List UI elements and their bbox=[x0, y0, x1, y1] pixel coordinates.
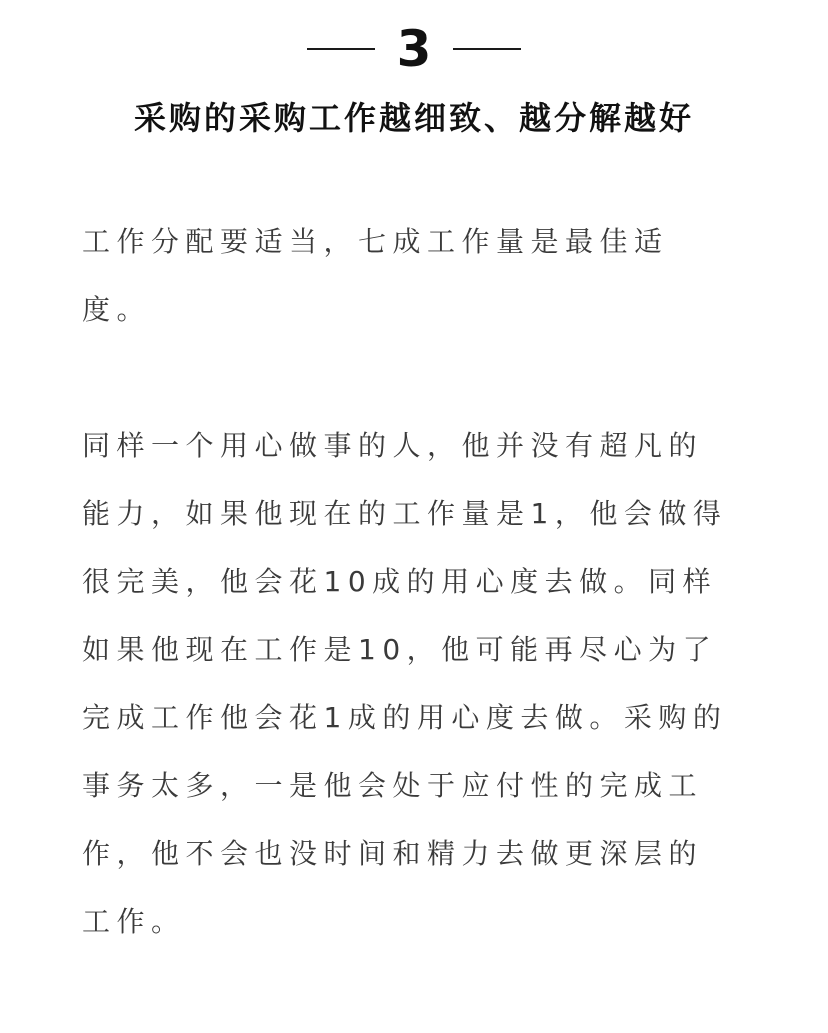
paragraph-1 bbox=[82, 208, 752, 344]
paragraph-2 bbox=[82, 412, 752, 956]
text-line: 很完美，他会花10成的用心度去做。同样 bbox=[82, 565, 718, 598]
section-number: 3 bbox=[396, 20, 432, 78]
header-right-rule bbox=[453, 48, 521, 50]
text-line: 度。 bbox=[82, 293, 152, 326]
section-header bbox=[0, 14, 828, 84]
section-title: 采购的采购工作越细致、越分解越好 bbox=[133, 99, 694, 137]
text-line: 能力，如果他现在的工作量是1，他会做得 bbox=[82, 497, 728, 530]
text-line: 同样一个用心做事的人，他并没有超凡的 bbox=[82, 429, 704, 462]
text-line: 事务太多，一是他会处于应付性的完成工 bbox=[82, 769, 704, 802]
article-body bbox=[82, 208, 752, 1024]
text-line: 作，他不会也没时间和精力去做更深层的 bbox=[82, 837, 704, 870]
text-line: 如果他现在工作是10，他可能再尽心为了 bbox=[82, 633, 718, 666]
text-line: 工作分配要适当，七成工作量是最佳适 bbox=[82, 225, 669, 258]
text-line: 完成工作他会花1成的用心度去做。采购的 bbox=[82, 701, 728, 734]
text-line: 工作。 bbox=[82, 905, 186, 938]
header-left-rule bbox=[307, 48, 375, 50]
